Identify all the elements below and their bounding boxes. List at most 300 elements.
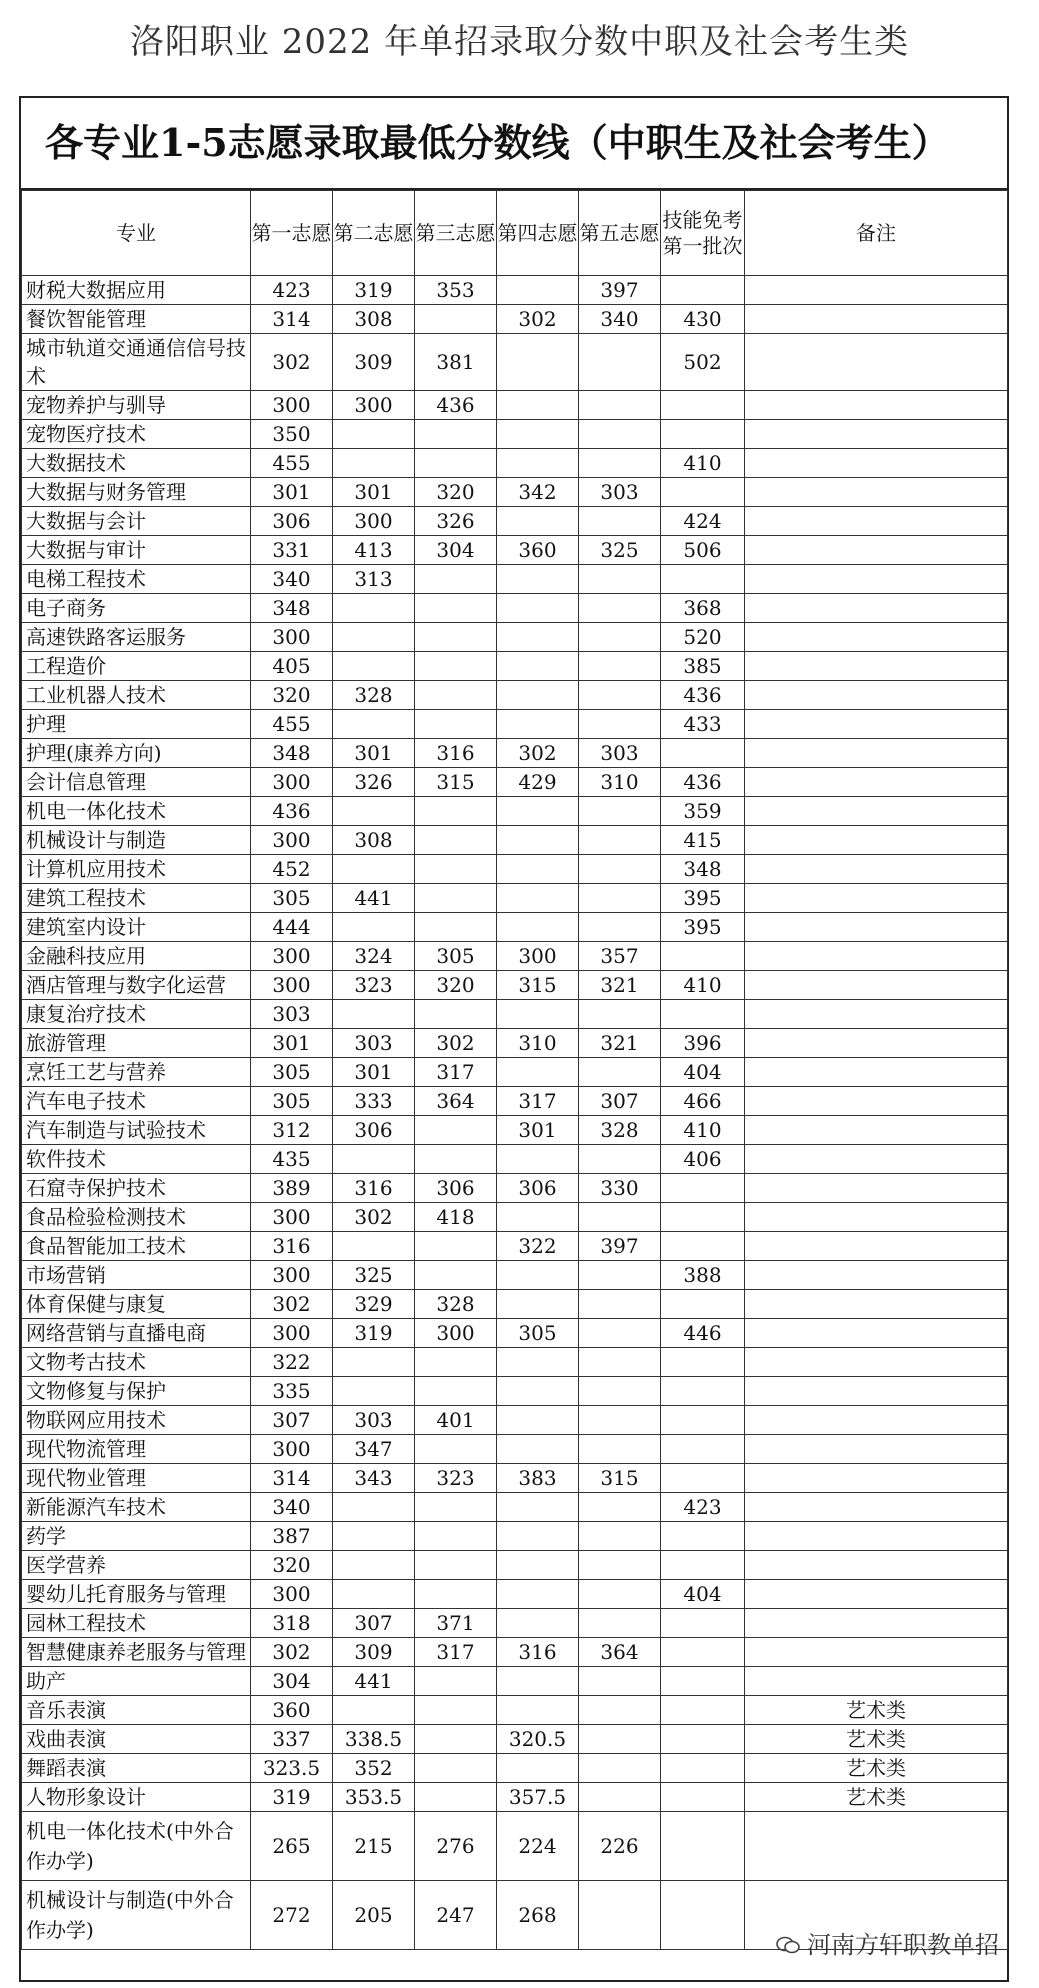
cell-choice-4: 302 bbox=[497, 305, 579, 334]
cell-major: 护理(康养方向) bbox=[22, 739, 251, 768]
table-row bbox=[22, 1145, 1008, 1174]
cell-choice-1: 348 bbox=[251, 594, 333, 623]
cell-choice-4: 317 bbox=[497, 1087, 579, 1116]
cell-choice-5 bbox=[579, 449, 661, 478]
cell-major: 软件技术 bbox=[22, 1145, 251, 1174]
cell-skill-exempt: 410 bbox=[661, 1116, 745, 1145]
cell-major: 汽车制造与试验技术 bbox=[22, 1116, 251, 1145]
cell-choice-2: 301 bbox=[333, 739, 415, 768]
cell-choice-5 bbox=[579, 1881, 661, 1950]
cell-major: 食品检验检测技术 bbox=[22, 1203, 251, 1232]
cell-choice-1: 302 bbox=[251, 1638, 333, 1667]
cell-choice-4: 429 bbox=[497, 768, 579, 797]
cell-choice-2: 205 bbox=[333, 1881, 415, 1950]
cell-choice-3 bbox=[415, 1754, 497, 1783]
cell-choice-3: 302 bbox=[415, 1029, 497, 1058]
table-row bbox=[22, 1609, 1008, 1638]
cell-choice-1: 455 bbox=[251, 710, 333, 739]
table-body bbox=[22, 276, 1008, 1950]
cell-skill-exempt bbox=[661, 478, 745, 507]
cell-choice-4 bbox=[497, 884, 579, 913]
cell-skill-exempt bbox=[661, 1783, 745, 1812]
cell-choice-3 bbox=[415, 797, 497, 826]
cell-choice-4 bbox=[497, 710, 579, 739]
cell-skill-exempt bbox=[661, 1464, 745, 1493]
table-row bbox=[22, 305, 1008, 334]
cell-choice-4 bbox=[497, 391, 579, 420]
cell-choice-5 bbox=[579, 565, 661, 594]
cell-major: 宠物医疗技术 bbox=[22, 420, 251, 449]
cell-note bbox=[745, 1116, 1008, 1145]
cell-choice-4 bbox=[497, 681, 579, 710]
cell-choice-3 bbox=[415, 1145, 497, 1174]
table-row bbox=[22, 1696, 1008, 1725]
cell-choice-3: 418 bbox=[415, 1203, 497, 1232]
cell-choice-3: 317 bbox=[415, 1058, 497, 1087]
cell-choice-2 bbox=[333, 913, 415, 942]
cell-choice-5 bbox=[579, 1609, 661, 1638]
cell-major: 网络营销与直播电商 bbox=[22, 1319, 251, 1348]
cell-note bbox=[745, 1203, 1008, 1232]
table-row bbox=[22, 1783, 1008, 1812]
cell-choice-5: 340 bbox=[579, 305, 661, 334]
cell-choice-4: 301 bbox=[497, 1116, 579, 1145]
cell-skill-exempt: 424 bbox=[661, 507, 745, 536]
table-row bbox=[22, 768, 1008, 797]
cell-choice-2: 319 bbox=[333, 276, 415, 305]
cell-choice-2: 307 bbox=[333, 1609, 415, 1638]
cell-choice-1: 444 bbox=[251, 913, 333, 942]
cell-note bbox=[745, 1261, 1008, 1290]
cell-major: 工程造价 bbox=[22, 652, 251, 681]
cell-choice-5 bbox=[579, 1290, 661, 1319]
cell-choice-1: 320 bbox=[251, 681, 333, 710]
watermark-text: 河南方轩职教单招 bbox=[807, 1931, 999, 1959]
cell-major: 酒店管理与数字化运营 bbox=[22, 971, 251, 1000]
cell-choice-5: 310 bbox=[579, 768, 661, 797]
cell-choice-5 bbox=[579, 1435, 661, 1464]
table-row bbox=[22, 652, 1008, 681]
cell-choice-4: 302 bbox=[497, 739, 579, 768]
cell-choice-1: 318 bbox=[251, 1609, 333, 1638]
cell-choice-5 bbox=[579, 1058, 661, 1087]
cell-note bbox=[745, 334, 1008, 391]
cell-choice-4: 357.5 bbox=[497, 1783, 579, 1812]
cell-note bbox=[745, 305, 1008, 334]
cell-choice-1: 405 bbox=[251, 652, 333, 681]
cell-note bbox=[745, 391, 1008, 420]
cell-note bbox=[745, 1551, 1008, 1580]
cell-choice-1: 301 bbox=[251, 478, 333, 507]
cell-choice-5 bbox=[579, 652, 661, 681]
cell-choice-2: 328 bbox=[333, 681, 415, 710]
table-row bbox=[22, 797, 1008, 826]
cell-note bbox=[745, 1232, 1008, 1261]
cell-choice-2 bbox=[333, 1348, 415, 1377]
cell-choice-5 bbox=[579, 1319, 661, 1348]
cell-choice-5: 321 bbox=[579, 1029, 661, 1058]
cell-choice-1: 312 bbox=[251, 1116, 333, 1145]
cell-note: 艺术类 bbox=[745, 1725, 1008, 1754]
cell-choice-2: 316 bbox=[333, 1174, 415, 1203]
header-choice-5: 第五志愿 bbox=[579, 191, 661, 276]
cell-choice-4 bbox=[497, 1551, 579, 1580]
table-row bbox=[22, 1812, 1008, 1881]
cell-choice-2: 300 bbox=[333, 507, 415, 536]
table-row bbox=[22, 276, 1008, 305]
cell-major: 大数据技术 bbox=[22, 449, 251, 478]
cell-note bbox=[745, 855, 1008, 884]
cell-choice-3 bbox=[415, 1783, 497, 1812]
cell-choice-4 bbox=[497, 1406, 579, 1435]
cell-note bbox=[745, 449, 1008, 478]
cell-choice-3: 401 bbox=[415, 1406, 497, 1435]
cell-choice-4 bbox=[497, 1377, 579, 1406]
cell-major: 工业机器人技术 bbox=[22, 681, 251, 710]
cell-skill-exempt bbox=[661, 1203, 745, 1232]
cell-choice-2: 347 bbox=[333, 1435, 415, 1464]
cell-skill-exempt: 404 bbox=[661, 1058, 745, 1087]
cell-choice-5: 328 bbox=[579, 1116, 661, 1145]
cell-choice-1: 300 bbox=[251, 1319, 333, 1348]
cell-choice-5: 397 bbox=[579, 276, 661, 305]
cell-note bbox=[745, 1319, 1008, 1348]
cell-skill-exempt: 404 bbox=[661, 1580, 745, 1609]
cell-choice-2 bbox=[333, 1580, 415, 1609]
cell-major: 市场营销 bbox=[22, 1261, 251, 1290]
cell-skill-exempt bbox=[661, 420, 745, 449]
cell-choice-1: 304 bbox=[251, 1667, 333, 1696]
cell-note bbox=[745, 1174, 1008, 1203]
table-row bbox=[22, 536, 1008, 565]
table-row bbox=[22, 739, 1008, 768]
cell-choice-2 bbox=[333, 652, 415, 681]
cell-skill-exempt bbox=[661, 1522, 745, 1551]
cell-choice-2 bbox=[333, 1377, 415, 1406]
cell-choice-4 bbox=[497, 1493, 579, 1522]
cell-skill-exempt bbox=[661, 1348, 745, 1377]
cell-choice-2: 333 bbox=[333, 1087, 415, 1116]
cell-choice-5 bbox=[579, 710, 661, 739]
cell-note bbox=[745, 1435, 1008, 1464]
table-row bbox=[22, 1464, 1008, 1493]
cell-choice-3 bbox=[415, 913, 497, 942]
cell-choice-2: 353.5 bbox=[333, 1783, 415, 1812]
cell-choice-1: 389 bbox=[251, 1174, 333, 1203]
cell-choice-2: 303 bbox=[333, 1029, 415, 1058]
cell-choice-2: 308 bbox=[333, 826, 415, 855]
cell-note bbox=[745, 507, 1008, 536]
cell-skill-exempt: 395 bbox=[661, 913, 745, 942]
cell-choice-2: 215 bbox=[333, 1812, 415, 1881]
cell-note bbox=[745, 1580, 1008, 1609]
cell-choice-1: 452 bbox=[251, 855, 333, 884]
cell-skill-exempt: 433 bbox=[661, 710, 745, 739]
cell-skill-exempt: 446 bbox=[661, 1319, 745, 1348]
cell-note bbox=[745, 623, 1008, 652]
table-row bbox=[22, 1493, 1008, 1522]
cell-choice-4 bbox=[497, 623, 579, 652]
cell-major: 智慧健康养老服务与管理 bbox=[22, 1638, 251, 1667]
cell-skill-exempt: 410 bbox=[661, 971, 745, 1000]
cell-major: 大数据与会计 bbox=[22, 507, 251, 536]
cell-choice-1: 300 bbox=[251, 768, 333, 797]
cell-major: 机械设计与制造(中外合作办学) bbox=[22, 1881, 251, 1950]
cell-choice-4 bbox=[497, 855, 579, 884]
cell-choice-5: 364 bbox=[579, 1638, 661, 1667]
cell-choice-3: 300 bbox=[415, 1319, 497, 1348]
cell-choice-4: 322 bbox=[497, 1232, 579, 1261]
table-row bbox=[22, 1290, 1008, 1319]
cell-choice-5 bbox=[579, 1203, 661, 1232]
cell-major: 餐饮智能管理 bbox=[22, 305, 251, 334]
cell-note bbox=[745, 276, 1008, 305]
cell-choice-4 bbox=[497, 1145, 579, 1174]
cell-choice-1: 300 bbox=[251, 1261, 333, 1290]
cell-choice-3 bbox=[415, 1377, 497, 1406]
cell-choice-5 bbox=[579, 334, 661, 391]
cell-note bbox=[745, 913, 1008, 942]
cell-choice-3 bbox=[415, 1232, 497, 1261]
cell-skill-exempt bbox=[661, 1377, 745, 1406]
cell-choice-2: 343 bbox=[333, 1464, 415, 1493]
cell-choice-2: 309 bbox=[333, 334, 415, 391]
cell-choice-1: 305 bbox=[251, 1087, 333, 1116]
cell-choice-2 bbox=[333, 797, 415, 826]
cell-choice-4 bbox=[497, 1290, 579, 1319]
header-skill-exempt: 技能免考第一批次 bbox=[661, 191, 745, 276]
cell-choice-4: 316 bbox=[497, 1638, 579, 1667]
cell-choice-5: 226 bbox=[579, 1812, 661, 1881]
cell-note bbox=[745, 1058, 1008, 1087]
cell-choice-4 bbox=[497, 420, 579, 449]
cell-choice-4 bbox=[497, 652, 579, 681]
table-row bbox=[22, 942, 1008, 971]
cell-note bbox=[745, 536, 1008, 565]
cell-choice-2 bbox=[333, 855, 415, 884]
table-row bbox=[22, 623, 1008, 652]
cell-choice-1: 435 bbox=[251, 1145, 333, 1174]
cell-skill-exempt bbox=[661, 1667, 745, 1696]
table-row bbox=[22, 1638, 1008, 1667]
cell-choice-3: 317 bbox=[415, 1638, 497, 1667]
cell-choice-4 bbox=[497, 1696, 579, 1725]
cell-choice-4: 383 bbox=[497, 1464, 579, 1493]
cell-choice-2: 301 bbox=[333, 478, 415, 507]
cell-note bbox=[745, 1406, 1008, 1435]
table-row bbox=[22, 1580, 1008, 1609]
cell-choice-4: 320.5 bbox=[497, 1725, 579, 1754]
cell-skill-exempt: 410 bbox=[661, 449, 745, 478]
cell-choice-2: 309 bbox=[333, 1638, 415, 1667]
cell-choice-3 bbox=[415, 884, 497, 913]
cell-skill-exempt bbox=[661, 1725, 745, 1754]
cell-choice-2 bbox=[333, 420, 415, 449]
cell-choice-1: 320 bbox=[251, 1551, 333, 1580]
cell-choice-3 bbox=[415, 1435, 497, 1464]
watermark bbox=[775, 1925, 999, 1960]
cell-major: 大数据与审计 bbox=[22, 536, 251, 565]
cell-choice-3 bbox=[415, 1493, 497, 1522]
cell-choice-1: 348 bbox=[251, 739, 333, 768]
cell-choice-1: 305 bbox=[251, 884, 333, 913]
cell-choice-3: 371 bbox=[415, 1609, 497, 1638]
cell-choice-5 bbox=[579, 623, 661, 652]
cell-choice-5: 315 bbox=[579, 1464, 661, 1493]
table-row bbox=[22, 1754, 1008, 1783]
table-row bbox=[22, 1522, 1008, 1551]
cell-skill-exempt: 436 bbox=[661, 768, 745, 797]
cell-choice-3 bbox=[415, 652, 497, 681]
cell-skill-exempt: 388 bbox=[661, 1261, 745, 1290]
cell-choice-2: 308 bbox=[333, 305, 415, 334]
table-row bbox=[22, 1000, 1008, 1029]
cell-major: 大数据与财务管理 bbox=[22, 478, 251, 507]
cell-choice-1: 423 bbox=[251, 276, 333, 305]
cell-choice-1: 340 bbox=[251, 565, 333, 594]
cell-skill-exempt bbox=[661, 1232, 745, 1261]
cell-note bbox=[745, 797, 1008, 826]
cell-skill-exempt bbox=[661, 1696, 745, 1725]
cell-choice-3 bbox=[415, 623, 497, 652]
cell-choice-4: 224 bbox=[497, 1812, 579, 1881]
cell-choice-3 bbox=[415, 594, 497, 623]
cell-choice-2: 329 bbox=[333, 1290, 415, 1319]
cell-skill-exempt bbox=[661, 942, 745, 971]
table-row bbox=[22, 971, 1008, 1000]
header-choice-4: 第四志愿 bbox=[497, 191, 579, 276]
table-row bbox=[22, 449, 1008, 478]
cell-choice-1: 322 bbox=[251, 1348, 333, 1377]
cell-choice-2: 319 bbox=[333, 1319, 415, 1348]
table-row bbox=[22, 1203, 1008, 1232]
cell-choice-1: 323.5 bbox=[251, 1754, 333, 1783]
cell-choice-5 bbox=[579, 1377, 661, 1406]
cell-major: 现代物业管理 bbox=[22, 1464, 251, 1493]
cell-choice-1: 272 bbox=[251, 1881, 333, 1950]
cell-major: 机电一体化技术 bbox=[22, 797, 251, 826]
cell-choice-1: 307 bbox=[251, 1406, 333, 1435]
cell-note: 艺术类 bbox=[745, 1754, 1008, 1783]
cell-choice-5 bbox=[579, 826, 661, 855]
table-row bbox=[22, 1377, 1008, 1406]
cell-choice-4 bbox=[497, 1667, 579, 1696]
cell-skill-exempt: 430 bbox=[661, 305, 745, 334]
cell-major: 新能源汽车技术 bbox=[22, 1493, 251, 1522]
cell-choice-5 bbox=[579, 884, 661, 913]
cell-choice-4 bbox=[497, 1754, 579, 1783]
cell-choice-1: 340 bbox=[251, 1493, 333, 1522]
table-row bbox=[22, 1087, 1008, 1116]
cell-choice-3 bbox=[415, 681, 497, 710]
cell-choice-1: 436 bbox=[251, 797, 333, 826]
cell-choice-2: 300 bbox=[333, 391, 415, 420]
cell-choice-3 bbox=[415, 1551, 497, 1580]
cell-choice-3: 276 bbox=[415, 1812, 497, 1881]
cell-major: 电梯工程技术 bbox=[22, 565, 251, 594]
cell-major: 药学 bbox=[22, 1522, 251, 1551]
cell-choice-2 bbox=[333, 1000, 415, 1029]
page-title: 洛阳职业 2022 年单招录取分数中职及社会考生类 bbox=[129, 22, 910, 62]
cell-major: 宠物养护与驯导 bbox=[22, 391, 251, 420]
cell-choice-2: 338.5 bbox=[333, 1725, 415, 1754]
cell-skill-exempt: 506 bbox=[661, 536, 745, 565]
cell-choice-1: 302 bbox=[251, 1290, 333, 1319]
cell-note bbox=[745, 942, 1008, 971]
cell-skill-exempt: 359 bbox=[661, 797, 745, 826]
cell-choice-5 bbox=[579, 594, 661, 623]
cell-skill-exempt: 348 bbox=[661, 855, 745, 884]
cell-major: 体育保健与康复 bbox=[22, 1290, 251, 1319]
cell-choice-3 bbox=[415, 1580, 497, 1609]
cell-choice-5 bbox=[579, 391, 661, 420]
header-choice-2: 第二志愿 bbox=[333, 191, 415, 276]
cell-skill-exempt bbox=[661, 1754, 745, 1783]
cell-choice-3 bbox=[415, 1522, 497, 1551]
cell-skill-exempt: 395 bbox=[661, 884, 745, 913]
cell-choice-2: 325 bbox=[333, 1261, 415, 1290]
cell-choice-5: 303 bbox=[579, 478, 661, 507]
cell-choice-2: 302 bbox=[333, 1203, 415, 1232]
cell-choice-2 bbox=[333, 1551, 415, 1580]
table-row bbox=[22, 1232, 1008, 1261]
table-row bbox=[22, 826, 1008, 855]
table-row bbox=[22, 1348, 1008, 1377]
cell-choice-5: 321 bbox=[579, 971, 661, 1000]
table-title: 各专业1-5志愿录取最低分数线（中职生及社会考生） bbox=[21, 98, 1007, 190]
cell-choice-3: 364 bbox=[415, 1087, 497, 1116]
cell-choice-5 bbox=[579, 681, 661, 710]
cell-choice-5 bbox=[579, 1406, 661, 1435]
cell-choice-5: 330 bbox=[579, 1174, 661, 1203]
cell-major: 现代物流管理 bbox=[22, 1435, 251, 1464]
cell-choice-4 bbox=[497, 334, 579, 391]
cell-skill-exempt: 396 bbox=[661, 1029, 745, 1058]
cell-skill-exempt bbox=[661, 565, 745, 594]
cell-choice-1: 335 bbox=[251, 1377, 333, 1406]
cell-choice-1: 300 bbox=[251, 623, 333, 652]
cell-choice-2 bbox=[333, 710, 415, 739]
cell-note bbox=[745, 681, 1008, 710]
cell-major: 舞蹈表演 bbox=[22, 1754, 251, 1783]
cell-note bbox=[745, 710, 1008, 739]
header-choice-1: 第一志愿 bbox=[251, 191, 333, 276]
cell-choice-4 bbox=[497, 1000, 579, 1029]
cell-choice-1: 455 bbox=[251, 449, 333, 478]
cell-choice-2 bbox=[333, 594, 415, 623]
cell-choice-3 bbox=[415, 305, 497, 334]
cell-note bbox=[745, 1000, 1008, 1029]
cell-choice-2: 326 bbox=[333, 768, 415, 797]
table-row bbox=[22, 884, 1008, 913]
cell-choice-3: 316 bbox=[415, 739, 497, 768]
cell-skill-exempt bbox=[661, 1406, 745, 1435]
cell-choice-2 bbox=[333, 1232, 415, 1261]
cell-note: 艺术类 bbox=[745, 1783, 1008, 1812]
cell-choice-5 bbox=[579, 1261, 661, 1290]
cell-major: 财税大数据应用 bbox=[22, 276, 251, 305]
cell-skill-exempt bbox=[661, 1638, 745, 1667]
score-table bbox=[21, 190, 1008, 1950]
cell-choice-1: 337 bbox=[251, 1725, 333, 1754]
cell-choice-4: 305 bbox=[497, 1319, 579, 1348]
cell-note bbox=[745, 884, 1008, 913]
cell-choice-3: 381 bbox=[415, 334, 497, 391]
table-row bbox=[22, 1551, 1008, 1580]
cell-choice-4 bbox=[497, 1203, 579, 1232]
cell-skill-exempt bbox=[661, 1174, 745, 1203]
cell-major: 音乐表演 bbox=[22, 1696, 251, 1725]
